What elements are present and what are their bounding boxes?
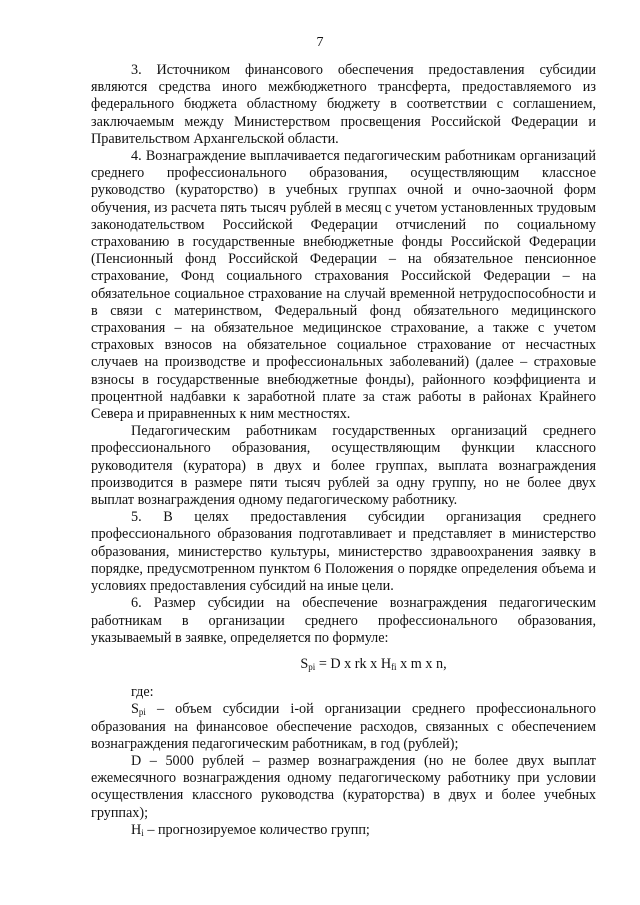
paragraph-6: 6. Размер субсидии на обеспечение вознаграждения педагогическим работникам в организации среднего профессионального образования, указываемый в заявке, определяется по формуле: (91, 595, 596, 646)
formula-mid: = D x rk x H (315, 655, 392, 672)
hi-description: – прогнозируемое количество групп; (143, 821, 370, 838)
spi-symbol: S (131, 701, 139, 718)
paragraph-3: 3. Источником финансового обеспечения предоставления субсидии являются средства иного межбюджетного трансферта, предоставляемого из федерального бюджета областному бюджету в соответствии с соглашением, заключаемым между Министерством просвещения Российской Федерации и Правительством Архангельской области. (91, 62, 596, 147)
page-number: 7 (316, 35, 324, 50)
definition-spi (91, 701, 596, 753)
hi-subscript: i (141, 827, 144, 838)
formula-s: S (300, 655, 309, 672)
hi-symbol: H (131, 821, 142, 838)
definition-hi (91, 822, 596, 839)
formula-h-subscript: fi (391, 661, 397, 672)
spi-description: – объем субсидии i-ой организации среднего профессионального образования на финансовое обеспечение расходов, связанных с обеспечением вознаграждения педагогическим работникам, в год (рублей); (91, 701, 596, 752)
formula-s-subscript: pi (308, 661, 316, 672)
subsidy-formula (91, 656, 596, 673)
where-label: где: (131, 684, 154, 701)
document-body (91, 62, 596, 839)
paragraph-5: 5. В целях предоставления субсидии организация среднего профессионального образования подготавливает и представляет в министерство образования, министерство культуры, министерство здравоохранения заявку в порядке, предусмотренном пунктом 6 Положения о порядке определения объема и условиях предоставления субсидий на иные цели. (91, 509, 596, 595)
paragraph-4: 4. Вознаграждение выплачивается педагогическим работникам организаций среднего профессионального образования, осуществляющим классное руководство (кураторство) в учебных группах очной и очно-заочной форм обучения, из расчета пять тысяч рублей в месяц с учетом установленных трудовым законодательством Российской Федерации отчислений по социальному страхованию в государственные внебюджетные фонды Российской Федерации (Пенсионный фонд Российской Федерации – на обязательное пенсионное страхование, Фонд социального страхования Российской Федерации – на обязательное социальное страхование на случай временной нетрудоспособности и в связи с материнством, Федеральный фонд обязательного медицинского страхования – на обязательное медицинское страхование, а также с учетом страховых взносов на обязательное социальное страхование от несчастных случаев на производстве и профессиональных заболеваний) (далее – страховые взносы в государственные внебюджетные фонды), районного коэффициента и процентной надбавки к заработной плате за стаж работы в районах Крайнего Севера и приравненных к ним местностях. (91, 148, 596, 423)
definition-d: D – 5000 рублей – размер вознаграждения (но не более двух выплат ежемесячного вознаграждения одному педагогическому работнику при условии осуществления классного руководства (кураторства) в двух и более учебных группах); (91, 752, 596, 821)
paragraph-4-continued: Педагогическим работникам государственных организаций среднего профессионального образования, осуществляющим функции классного руководителя (куратора) в двух и более группах, выплата вознаграждения производится в размере пяти тысяч рублей за одну группу, но не более двух выплат вознаграждения одному педагогическому работнику. (91, 423, 596, 509)
formula-tail: x m x n, (396, 655, 447, 672)
spi-subscript: pi (138, 707, 146, 718)
